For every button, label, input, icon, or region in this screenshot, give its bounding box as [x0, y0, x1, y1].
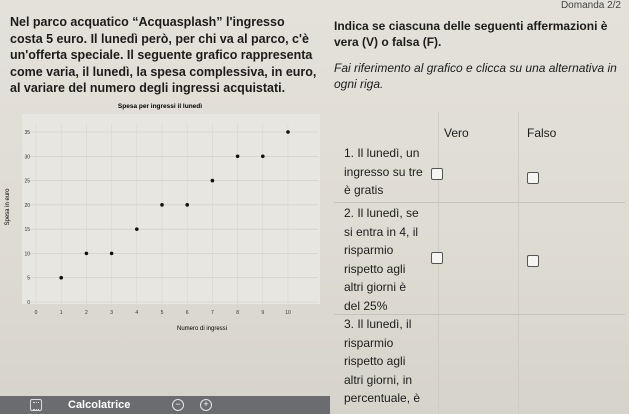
statement-2: 2. Il lunedì, se si entra in 4, il risparmio rispetto agli altri giorni è del 25%: [344, 206, 419, 313]
statement-1: 1. Il lunedì, un ingresso su tre è gratis: [344, 146, 423, 197]
question-counter: Domanda 2/2: [560, 0, 621, 11]
x-tick-label: 5: [160, 310, 164, 316]
statement-2-false-checkbox[interactable]: [527, 255, 539, 267]
statement-2-true-checkbox[interactable]: [431, 252, 443, 264]
x-axis-label: Numero di ingressi: [176, 326, 228, 332]
collapse-icon[interactable]: −: [172, 399, 184, 411]
y-tick-label: 30: [24, 154, 30, 161]
y-tick-label: 5: [27, 275, 30, 282]
x-tick-label: 1: [59, 310, 63, 316]
x-tick-label: 9: [261, 310, 265, 316]
chart: [0, 102, 330, 337]
data-point: [135, 227, 139, 231]
instructions-intro: Indica se ciascuna delle seguenti affermazioni è vera (V) o falsa (F).: [334, 19, 608, 49]
data-point: [85, 252, 89, 256]
y-tick-label: 35: [24, 130, 30, 136]
statement-1-true-checkbox[interactable]: [431, 168, 443, 180]
statement-1-false-checkbox[interactable]: [527, 172, 539, 184]
data-point: [160, 203, 164, 207]
x-tick-label: 10: [285, 310, 291, 316]
data-point: [236, 154, 240, 158]
data-point: [261, 154, 265, 158]
chart-svg: [0, 102, 330, 337]
x-tick-label: 4: [135, 310, 139, 316]
row-divider: [334, 202, 625, 203]
data-point: [211, 179, 215, 183]
statements-table: [334, 112, 625, 414]
column-divider: [518, 112, 519, 414]
header-false: Falso: [527, 126, 557, 140]
header-true: Vero: [444, 126, 469, 140]
calculator-bar[interactable]: [0, 396, 330, 414]
instructions-detail: Fai riferimento al grafico e clicca su una alternativa in ogni riga.: [334, 61, 617, 91]
x-tick-label: 2: [85, 310, 88, 316]
plot-area: [22, 114, 320, 304]
data-point: [110, 252, 114, 256]
chart-title: Spesa per ingressi il lunedì: [117, 103, 203, 110]
x-tick-label: 7: [211, 310, 214, 316]
data-point: [185, 203, 189, 207]
calculator-icon: [30, 399, 42, 411]
x-tick-label: 0: [34, 310, 38, 316]
expand-icon[interactable]: +: [200, 399, 212, 411]
y-tick-label: 10: [24, 251, 30, 258]
y-tick-label: 0: [27, 300, 30, 306]
statement-3: 3. Il lunedì, il risparmio rispetto agli altri giorni, in percentuale, è: [344, 317, 421, 405]
problem-text: Nel parco acquatico “Acquasplash” l'ingresso costa 5 euro. Il lunedì però, per chi va al parco, c'è un'offerta speciale. Il seguente grafico rappresenta come varia, il lunedì, la spesa complessiva, in euro, al variare del numero degli ingressi acquistati.: [10, 15, 317, 95]
x-tick-label: 6: [185, 310, 189, 316]
data-point: [59, 276, 63, 280]
y-tick-label: 25: [24, 178, 30, 185]
y-tick-label: 15: [24, 227, 30, 234]
y-axis-label: Spesa in euro: [5, 188, 11, 226]
x-tick-label: 3: [110, 310, 113, 316]
y-tick-label: 20: [24, 202, 30, 209]
x-tick-label: 8: [236, 310, 239, 316]
data-point: [286, 130, 290, 134]
calculator-label: Calcolatrice: [68, 399, 131, 411]
